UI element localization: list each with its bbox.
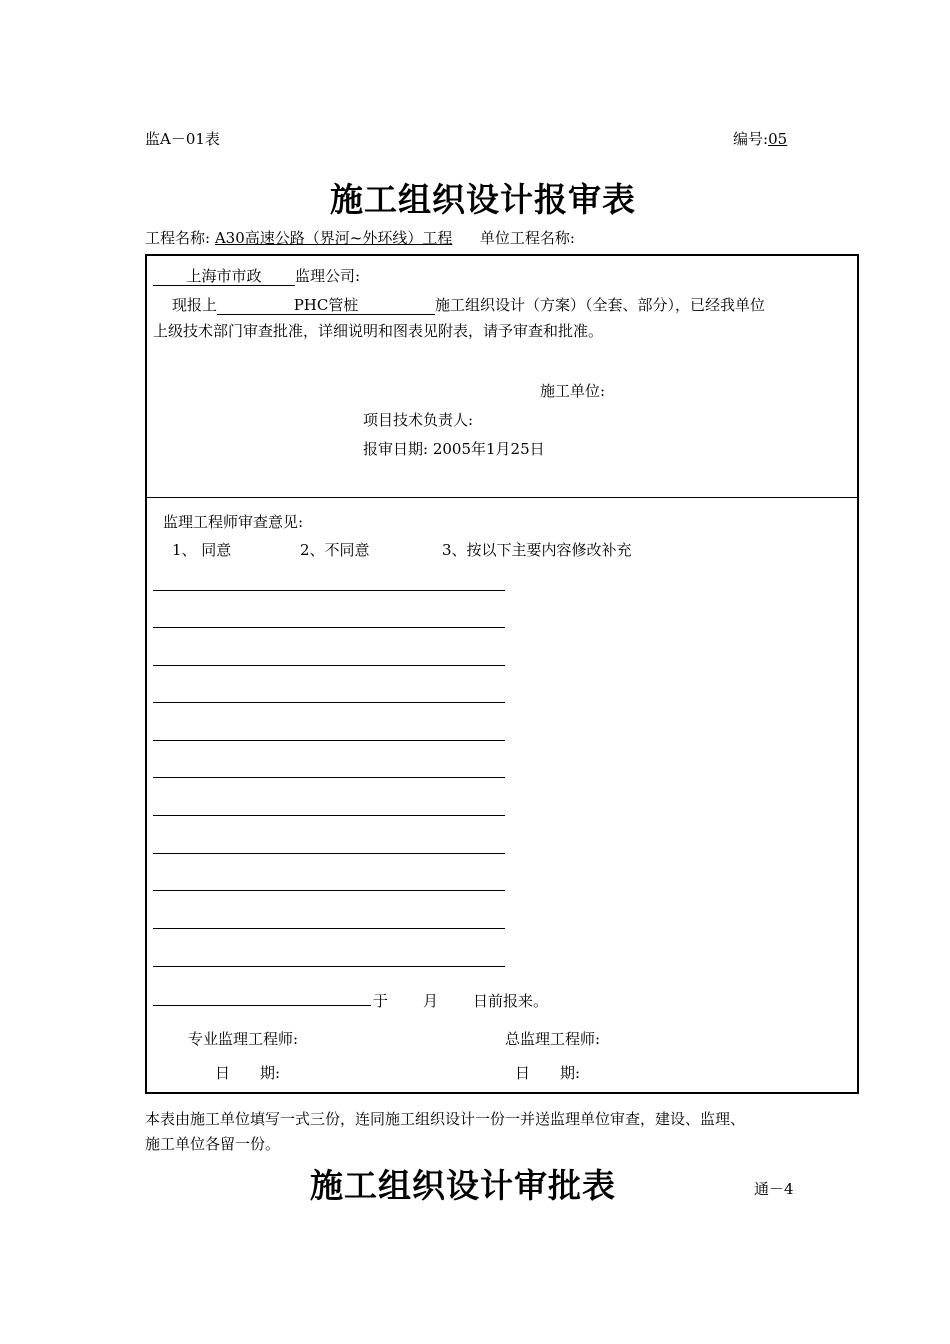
project-name-label: 工程名称: [145,229,211,247]
addressee-suffix: 监理公司: [295,267,361,285]
section-divider [145,497,859,498]
opinion-line[interactable] [153,890,505,891]
footnote-line-1: 本表由施工单位填写一式三份，连同施工组织设计一份一并送监理单位审查，建设、监理、 [145,1110,746,1128]
project-name-value: A30高速公路（界河~外环线）工程 [214,229,453,247]
contractor-label: 施工单位: [540,382,606,400]
deadline-blank[interactable] [153,1005,371,1006]
form-table [145,254,859,1094]
deadline-yu: 于 [373,992,389,1010]
tech-lead-label: 项目技术负责人: [363,411,474,429]
deadline-day: 日前报来。 [473,992,549,1010]
opinion-line[interactable] [153,853,505,854]
opinion-line[interactable] [153,702,505,703]
unit-project-label: 单位工程名称: [479,229,575,247]
second-form-title: 施工组织设计审批表 [310,1166,616,1205]
opinion-label: 监理工程师审查意见: [163,513,304,531]
opinion-line[interactable] [153,966,505,967]
deadline-month: 月 [423,992,439,1010]
form-code: 监A－01表 [145,130,220,148]
report-text-2: 上级技术部门审查批准，详细说明和图表见附表，请予审查和批准。 [153,322,604,340]
opinion-line[interactable] [153,590,505,591]
option-revise[interactable]: 3、按以下主要内容修改补充 [442,541,632,559]
date-label-left: 日 期: [215,1064,281,1082]
date-label-right: 日 期: [515,1064,581,1082]
opinion-line[interactable] [153,740,505,741]
option-disagree[interactable]: 2、不同意 [300,541,370,559]
number-label: 编号: [733,130,769,148]
option-agree[interactable]: 1、 同意 [172,541,232,559]
chief-label: 总监理工程师: [505,1030,601,1048]
opinion-line[interactable] [153,777,505,778]
submission-date [363,438,545,459]
opinion-line[interactable] [153,627,505,628]
opinion-line[interactable] [153,665,505,666]
page-title: 施工组织设计报审表 [330,180,636,219]
opinion-line[interactable] [153,815,505,816]
submission-date-value: 2005年1月25日 [432,440,545,458]
submission-date-label: 报审日期: [363,440,429,458]
footnote-line-2: 施工单位各留一份。 [145,1135,281,1153]
opinion-line[interactable] [153,928,505,929]
specialist-label: 专业监理工程师: [188,1030,299,1048]
project-line [145,227,575,248]
report-line-1 [172,294,765,315]
form-number [733,128,787,149]
number-value: 05 [768,130,788,148]
report-text-1: 施工组织设计（方案）（全套、部分），已经我单位 [435,296,766,314]
addressee-line [153,265,360,286]
report-subject-field[interactable]: PHC管桩 [217,297,435,315]
report-prefix: 现报上 [172,296,218,314]
addressee-field[interactable]: 上海市市政 [153,268,295,286]
second-form-code: 通－4 [754,1180,794,1198]
